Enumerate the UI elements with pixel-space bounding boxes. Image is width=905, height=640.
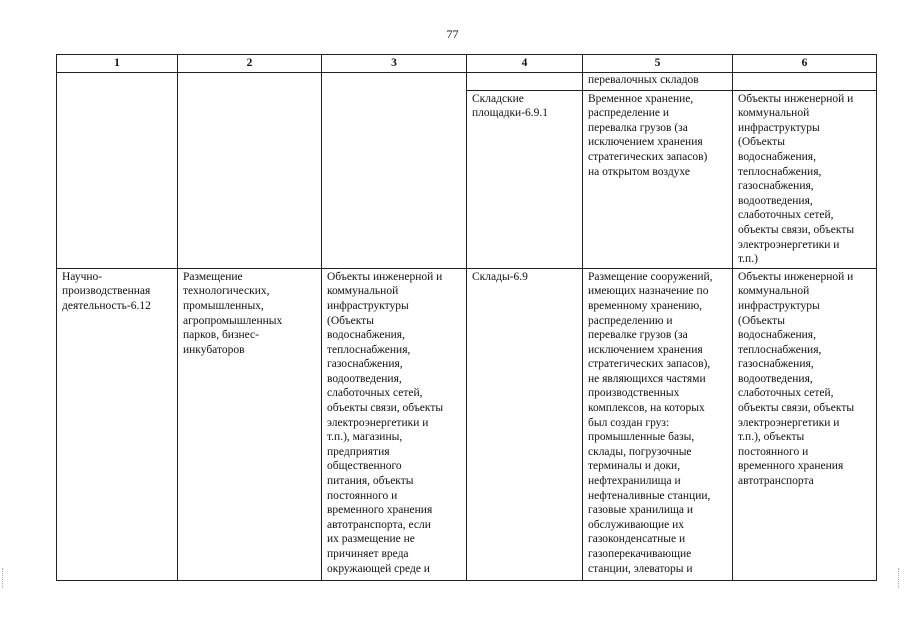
header-col-2: 2 [178,55,322,73]
cell-r3-c2: Размещение технологических, промышленных, агропромышленных парков, бизнес- инкубаторов [178,268,322,580]
cell-r2-c4: Складские площадки-6.9.1 [467,90,583,268]
cell-r3-c5: Размещение сооружений, имеющих назначение по временному хранению, распределению и перевалке грузов (за исключением хранения стратегических запасов), не являющихся частями производственных комплексов, на которых был создан груз: промышленные базы, склады, погрузочные терминалы и доки, нефтехранилища и нефтеналивные станции, газовые хранилища и обслуживающие их газоконденсатные и газоперекачивающие станции, элеваторы и [583,268,733,580]
cell-r1-c2 [178,72,322,268]
continued-text: перевалочных складов [588,73,699,86]
cell-r1-c4 [467,72,583,90]
cell-r1-c1 [57,72,178,268]
cell-r1-c5 [583,72,733,90]
cell-r1-c3 [322,72,467,268]
cell-r3-c3: Объекты инженерной и коммунальной инфраструктуры (Объекты водоснабжения, теплоснабжения, газоснабжения, водоотведения, слаботочных сетей, объекты связи, объекты электроэнергетики и т.п.), магазины, предприятия общественного питания, объекты постоянного и временного хранения автотранспорта, если их размещение не причиняет вреда окружающей среде и [322,268,467,580]
scan-edge-mark-right [898,568,903,588]
header-col-3: 3 [322,55,467,73]
cell-r2-c6: Объекты инженерной и коммунальной инфраструктуры (Объекты водоснабжения, теплоснабжения, газоснабжения, водоотведения, слаботочных сетей, объекты связи, объекты электроэнергетики и т.п.) [733,90,877,268]
header-col-6: 6 [733,55,877,73]
header-row [57,55,877,73]
continuation-row [57,72,877,90]
cell-r3-c1: Научно- производственная деятельность-6.12 [57,268,178,580]
header-col-5: 5 [583,55,733,73]
page-number: 77 [446,27,459,41]
cell-r1-c6 [733,72,877,90]
cell-r3-c4: Склады-6.9 [467,268,583,580]
cell-r2-c5: Временное хранение, распределение и перевалка грузов (за исключением хранения стратегических запасов) на открытом воздухе [583,90,733,268]
header-col-4: 4 [467,55,583,73]
header-col-1: 1 [57,55,178,73]
scan-edge-mark-left [2,568,7,588]
cell-r3-c6: Объекты инженерной и коммунальной инфраструктуры (Объекты водоснабжения, теплоснабжения, газоснабжения, водоотведения, слаботочных сетей, объекты связи, объекты электроэнергетики и т.п.), объекты постоянного и временного хранения автотранспорта [733,268,877,580]
table-row-research-production [57,268,877,580]
zoning-table [56,54,877,581]
